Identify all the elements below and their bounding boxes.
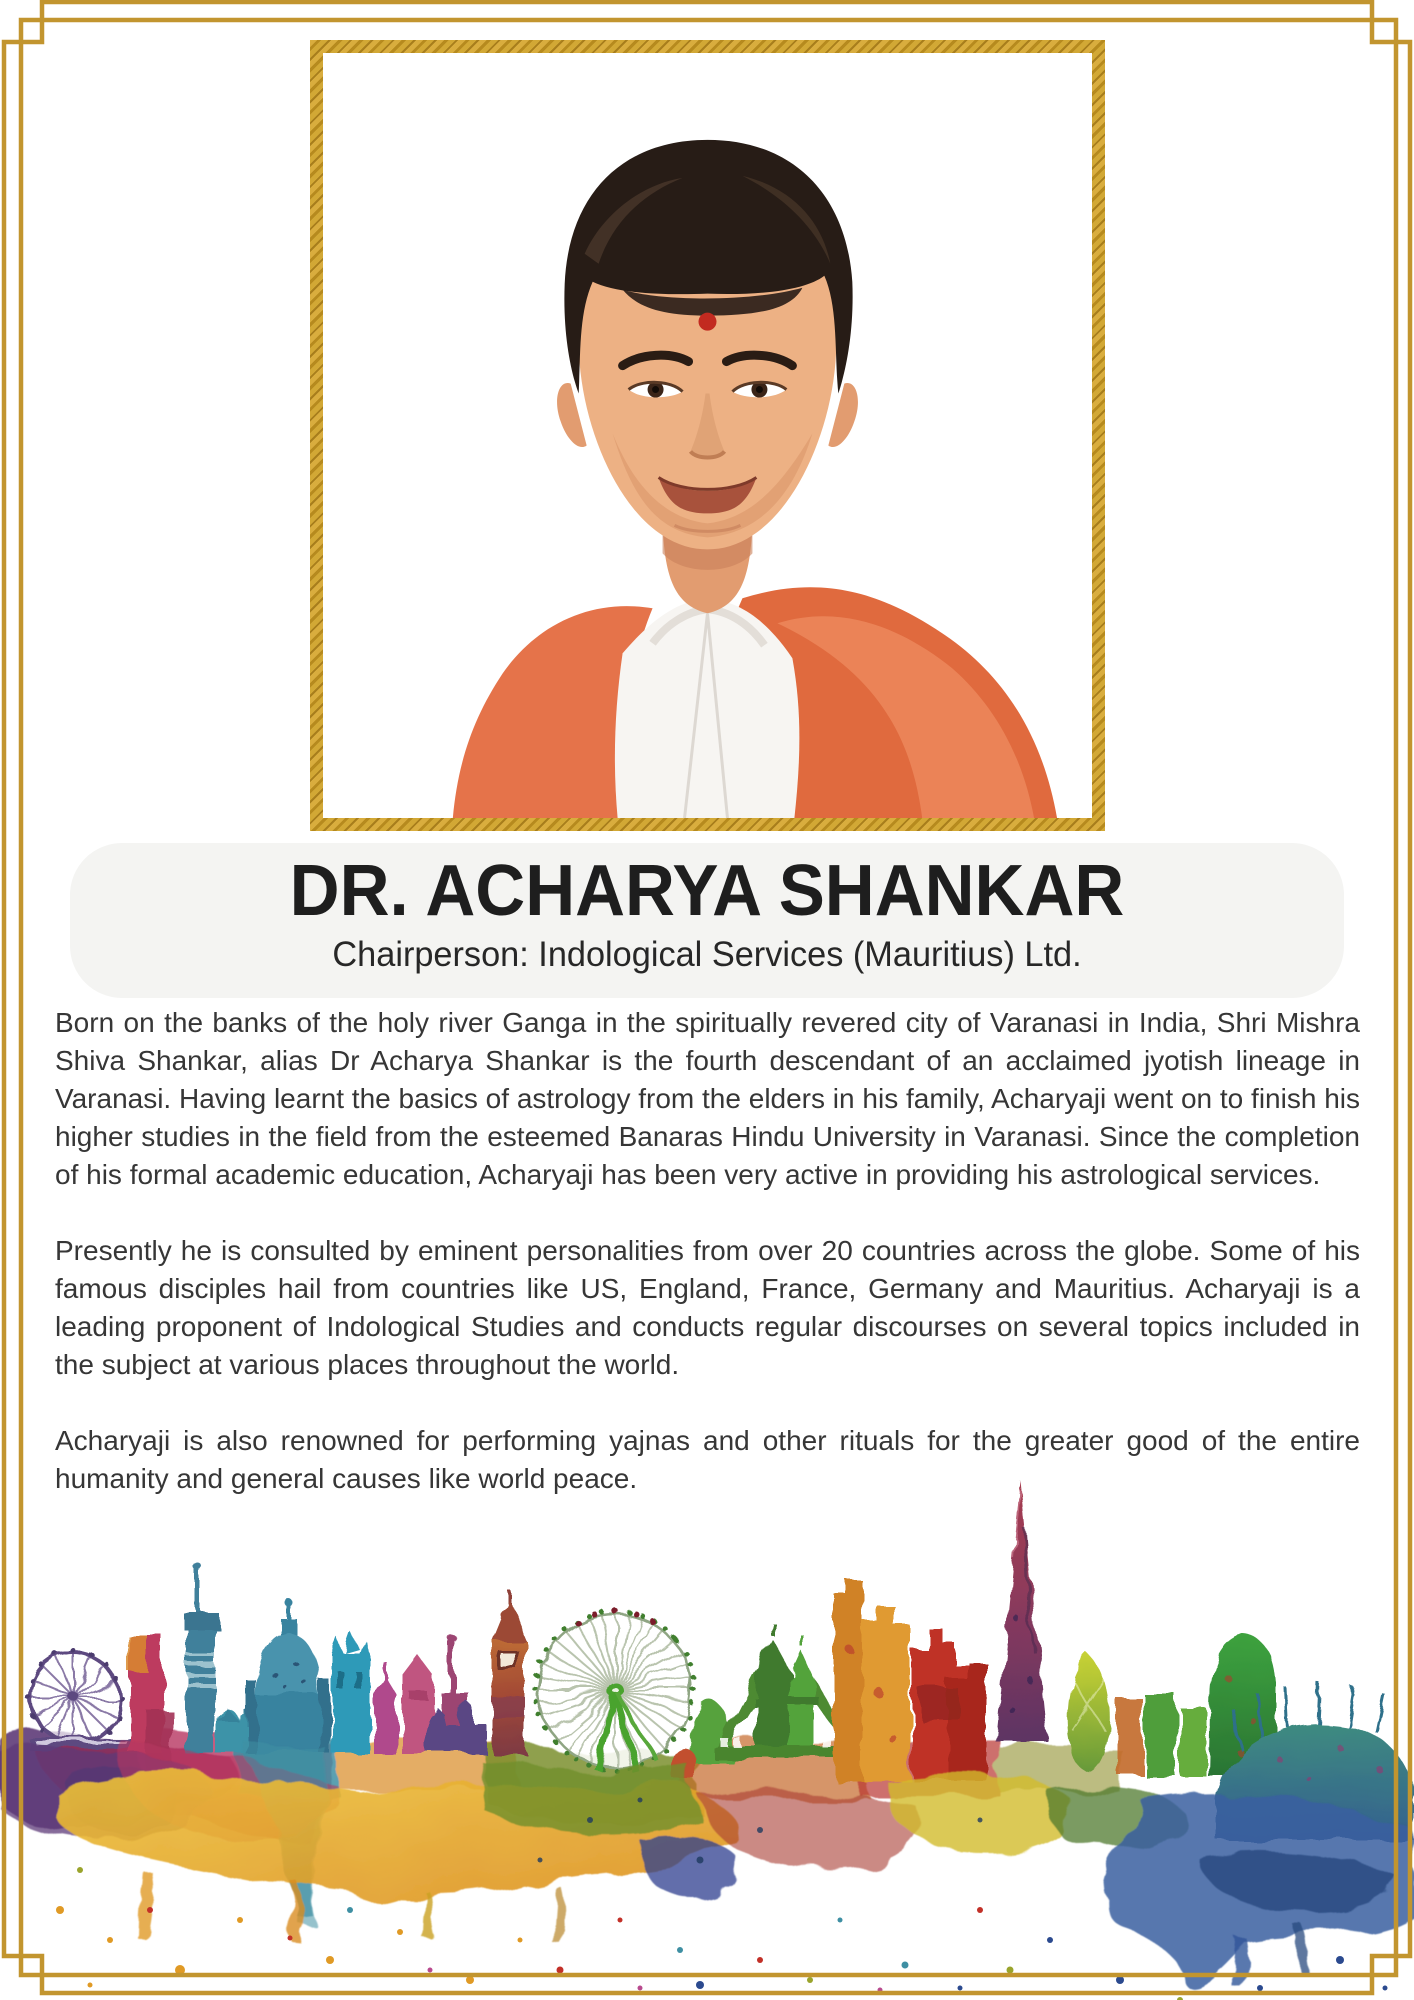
orange-towers xyxy=(834,1580,910,1780)
the-shard-icon xyxy=(996,1482,1048,1742)
the-gherkin-icon xyxy=(1067,1654,1110,1773)
tilak xyxy=(699,313,717,331)
green-towers xyxy=(1144,1694,1206,1776)
page-subtitle: Chairperson: Indological Services (Mauritius) Ltd. xyxy=(332,935,1082,974)
pink-tower xyxy=(402,1654,432,1754)
small-block xyxy=(1116,1698,1142,1774)
london-skyline-artwork xyxy=(0,1440,1414,2000)
big-ben-icon xyxy=(492,1590,526,1754)
portrait-frame xyxy=(310,40,1105,831)
london-eye-icon xyxy=(536,1608,694,1772)
teal-tower xyxy=(332,1634,370,1754)
red-towers xyxy=(912,1628,986,1780)
st-pauls-cathedral-icon xyxy=(246,1598,330,1754)
bio-paragraph-1: Born on the banks of the holy river Ganga in the spiritually revered city of Varanasi in India, Shri Mishra Shiva Shankar, alias Dr Acharya Shankar is the fourth descendant of an acclaimed jyotish lineage in Varanasi. Having learnt the basics of astrology from the elders in his family, Acharyaji went on to finish his higher studies in the field from the esteemed Banaras Hindu University in Varanasi. Since the completion of his formal academic education, Acharyaji has been very active in providing his astrological services. xyxy=(55,1007,1360,1190)
page-title: DR. ACHARYA SHANKAR xyxy=(289,851,1125,931)
magenta-steeple xyxy=(374,1662,396,1754)
portrait-photo xyxy=(323,53,1092,818)
title-card xyxy=(70,843,1344,998)
bio-paragraph-2: Presently he is consulted by eminent personalities from over 20 countries across the globe. Some of his famous disciples hail from countries like US, England, France, Germany and Mauritius. Acharyaji is a leading proponent of Indological Studies and conducts regular discourses on several topics included in the subject at various places throughout the world. xyxy=(55,1235,1360,1380)
biography xyxy=(55,1004,1360,1498)
bio-paragraph-3: Acharyaji is also renowned for performing yajnas and other rituals for the greater good of the entire humanity and general causes like world peace. xyxy=(55,1425,1360,1494)
bt-tower-icon xyxy=(182,1564,218,1754)
